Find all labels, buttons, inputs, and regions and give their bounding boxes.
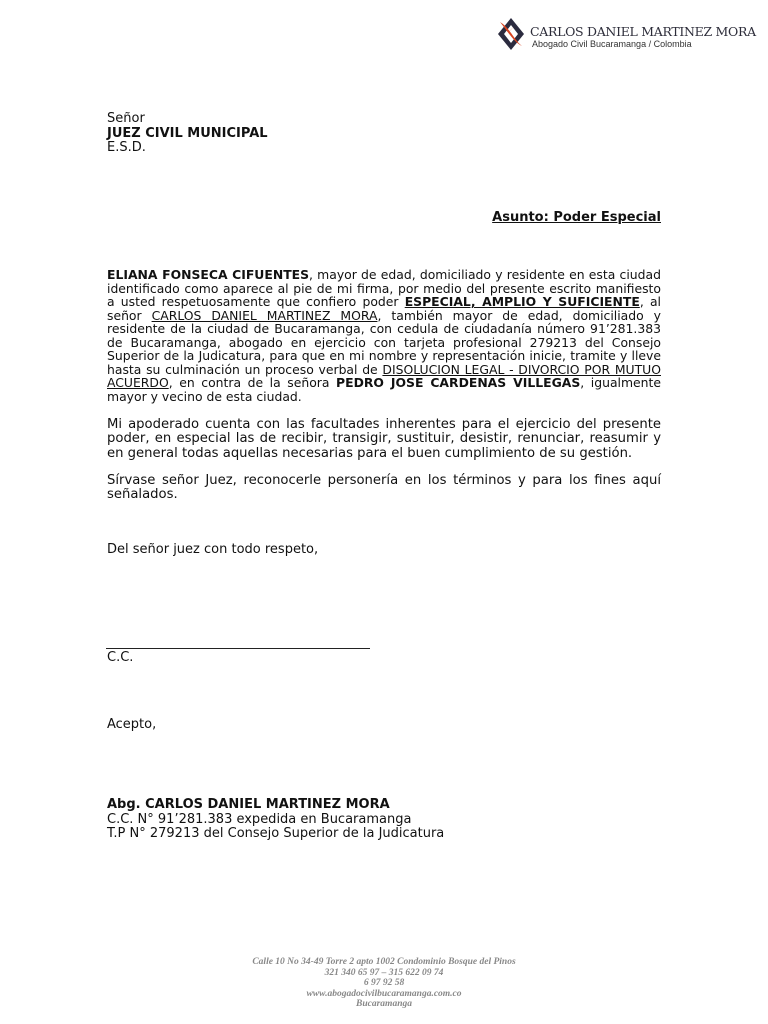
footer-address: Calle 10 No 34-49 Torre 2 apto 1002 Condominio Bosque del Pinos — [252, 957, 516, 967]
attorney-signature-block — [107, 798, 444, 842]
attorney-full-name: Abg. CARLOS DANIEL MARTINEZ MORA — [107, 797, 390, 812]
esd-label: E.S.D. — [107, 140, 146, 155]
power-type: ESPECIAL, AMPLIO Y SUFICIENTE — [404, 294, 640, 309]
counterparty-name: PEDRO JOSE CARDENAS VILLEGAS — [336, 375, 581, 390]
p1-text-4: , en contra de la señora — [168, 375, 337, 390]
footer-landline: 6 97 92 58 — [363, 978, 405, 988]
p1-text-2: , al señor — [107, 294, 661, 323]
power-paragraph — [107, 268, 661, 403]
salutation: Señor — [107, 111, 145, 126]
p1-text-1: , mayor de edad, domiciliado y residente en esta ciudad identificado como aparece al pie de mi firma, por medio del presente escrito manifiesto a usted respetuosamente que confiero poder — [107, 267, 661, 309]
closing-line: Del señor juez con todo respeto, — [107, 542, 319, 557]
addressee-block — [107, 112, 268, 156]
grantor-name: ELIANA FONSECA CIFUENTES — [107, 267, 310, 282]
letterhead — [496, 16, 758, 56]
faculties-paragraph: Mi apoderado cuenta con las facultades inherentes para el ejercicio del presente poder, en especial las de recibir, transigir, sustituir, desistir, renunciar, reasumir y en general todas aquellas necesarias para el buen cumplimiento de su gestión. — [107, 417, 661, 461]
recognition-paragraph: Sírvase señor Juez, reconocerle personería en los términos y para los fines aquí señalados. — [107, 473, 661, 503]
acceptance-label: Acepto, — [107, 717, 157, 732]
footer-website: www.abogadocivilbucaramanga.com.co — [306, 988, 462, 999]
subject-line: Asunto: Poder Especial — [492, 210, 661, 225]
attorney-tp: T.P N° 279213 del Consejo Superior de la Judicatura — [107, 826, 445, 841]
letterhead-subtitle: Abogado Civil Bucaramanga / Colombia — [532, 39, 692, 49]
p1-text-5: , igualmente mayor y vecino de esta ciudad. — [107, 375, 662, 404]
attorney-cc: C.C. N° 91’281.383 expedida en Bucaramanga — [107, 811, 412, 827]
process-type: DISOLUCION LEGAL - DIVORCIO POR MUTUO ACUERDO — [107, 361, 661, 390]
footer-city: Bucaramanga — [356, 999, 412, 1009]
law-firm-logo-icon — [496, 16, 526, 52]
signature-line — [106, 648, 370, 649]
attorney-name: CARLOS DANIEL MARTINEZ MORA — [151, 307, 378, 323]
footer-phones: 321 340 65 97 – 315 622 09 74 — [324, 967, 444, 978]
p1-text-3: , también mayor de edad, domiciliado y residente de la ciudad de Bucaramanga, con cedula de ciudadanía número 91’281.383 de Bucaramanga, abogado en ejercicio con tarjeta profesional 279213 del Consejo Superior de la Judicatura, para que en mi nombre y representación inicie, tramite y lleve hasta su culminación un proceso verbal de — [107, 307, 662, 377]
signature-cc-label: C.C. — [107, 650, 134, 665]
court-name: JUEZ CIVIL MUNICIPAL — [107, 125, 268, 141]
letterhead-name: CARLOS DANIEL MARTINEZ MORA — [530, 24, 756, 39]
footer — [0, 957, 768, 1010]
